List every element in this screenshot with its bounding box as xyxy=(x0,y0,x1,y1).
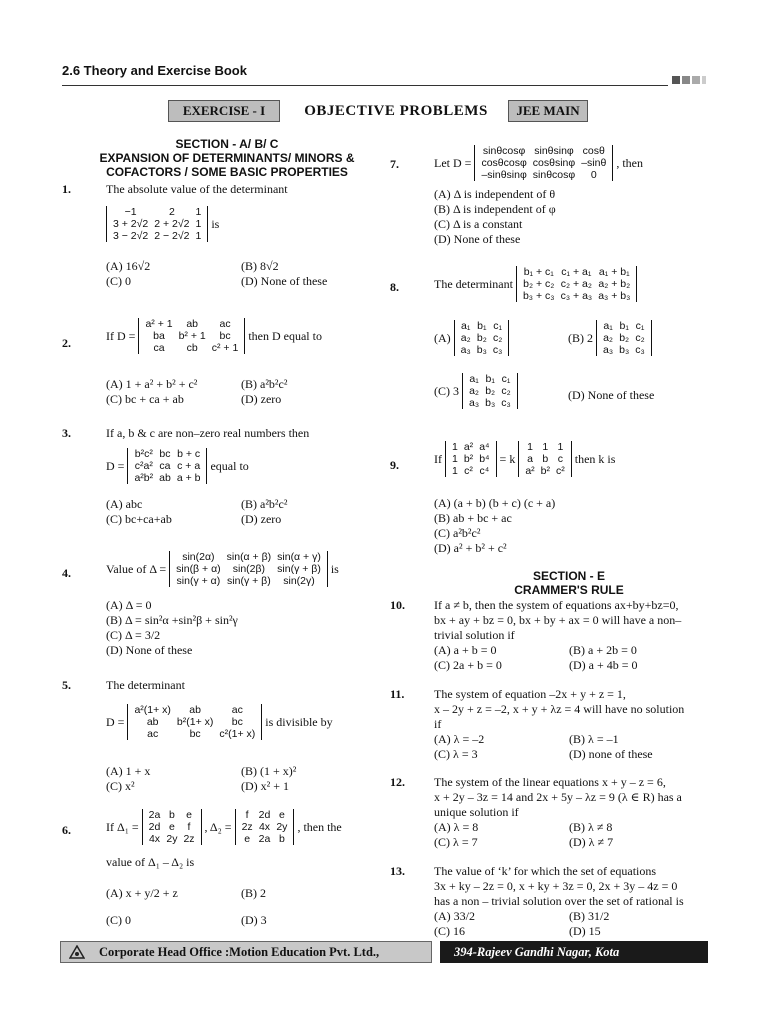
option-c: (C) 2a + b = 0 xyxy=(434,658,502,672)
matrix-cell: sinθcosφ xyxy=(532,169,576,181)
matrix-cell: 1 xyxy=(195,218,202,230)
matrix-cell: 2a xyxy=(148,809,161,821)
matrix-cell: sin(γ + α) xyxy=(176,575,221,587)
question-text: The value of ‘k’ for which the set of equations xyxy=(434,864,657,878)
matrix-cell: c² xyxy=(464,465,473,477)
option-d: (D) 15 xyxy=(569,924,601,938)
matrix-cell: b₂ xyxy=(476,332,487,344)
matrix-cell: 2z xyxy=(183,833,195,845)
question-11 xyxy=(390,687,685,761)
matrix-cell: −1 xyxy=(124,206,137,218)
option-b: (B) Δ = sin²α +sin²β + sin²γ xyxy=(106,613,238,627)
matrix-cell: c² + 1 xyxy=(211,342,239,354)
q7-options xyxy=(434,187,556,247)
question-number: 8. xyxy=(390,280,399,294)
matrix-cell: sin(γ + β) xyxy=(277,563,321,575)
section-e-line2: CRAMMER'S RULE xyxy=(514,583,624,597)
matrix-cell: ac xyxy=(219,318,231,330)
option-a: (A) x + y/2 + z xyxy=(106,886,178,900)
option-a: (A) λ = –2 xyxy=(434,732,485,746)
matrix-cell: sin(2γ) xyxy=(283,575,315,587)
matrix-cell: 2d xyxy=(258,809,271,821)
matrix-cell: c₂ xyxy=(635,332,645,344)
option-d: (D) None of these xyxy=(434,232,521,246)
option-c: (C) 0 xyxy=(106,913,131,927)
matrix-cell: –sinθsinφ xyxy=(481,169,527,181)
matrix-cell: ac xyxy=(231,704,243,716)
matrix-cell: c₃ xyxy=(635,344,645,356)
matrix-cell: c₁ + a₁ xyxy=(561,266,592,278)
footer-office-text: Corporate Head Office :Motion Education Pvt. Ltd., xyxy=(99,944,380,959)
question-text: D = xyxy=(106,458,125,473)
question-10 xyxy=(390,598,682,672)
section-a-heading xyxy=(62,137,392,179)
option-a: (A) Δ = 0 xyxy=(106,598,152,612)
footer-office xyxy=(60,941,432,963)
matrix-cell: e xyxy=(168,821,175,833)
determinant xyxy=(127,448,207,484)
question-text: , then the xyxy=(297,819,342,834)
determinant xyxy=(127,704,262,740)
matrix-cell: f xyxy=(187,821,191,833)
matrix-cell: b₃ + c₃ xyxy=(522,290,555,302)
question-number: 5. xyxy=(62,678,71,692)
matrix-cell: c₂ xyxy=(501,385,511,397)
matrix-cell: b₃ xyxy=(476,344,487,356)
matrix-cell: sin(α + γ) xyxy=(277,551,321,563)
matrix-cell: bc xyxy=(189,728,201,740)
option-b: (B) λ ≠ 8 xyxy=(569,820,613,834)
q8-option-b: (B) 2 a₁ b₁ c₁ a₂ b₂ c₂ a₃ b₃ c₃ xyxy=(568,320,652,356)
matrix-cell: b₂ xyxy=(485,385,496,397)
matrix-cell: c₃ xyxy=(492,344,503,356)
matrix-cell: –sinθ xyxy=(581,157,607,169)
determinant xyxy=(462,373,518,409)
determinant xyxy=(235,809,295,845)
matrix-cell: b₃ xyxy=(619,344,630,356)
matrix-cell: c⁴ xyxy=(479,465,490,477)
question-text: The absolute value of the determinant xyxy=(106,182,288,196)
matrix-cell: 2y xyxy=(166,833,178,845)
section-e-line1: SECTION - E xyxy=(532,569,605,583)
option-a: (A) λ = 8 xyxy=(434,820,479,834)
matrix-cell: ba xyxy=(153,330,165,342)
matrix-cell: b xyxy=(542,453,549,465)
matrix-cell: c² xyxy=(556,465,565,477)
matrix-cell: a² + 1 xyxy=(145,318,173,330)
option-b: (B) 31/2 xyxy=(569,909,610,923)
q6-options xyxy=(106,886,401,928)
matrix-cell: f xyxy=(245,809,249,821)
determinant xyxy=(142,809,202,845)
q3-determinant-row xyxy=(106,448,249,484)
question-text: then k is xyxy=(574,451,616,466)
question-text: The determinant xyxy=(106,678,185,692)
matrix-cell: a²b² xyxy=(134,472,154,484)
question-number: 11. xyxy=(390,687,405,701)
matrix-cell: sin(γ + β) xyxy=(227,575,271,587)
matrix-cell: b₁ xyxy=(619,320,629,332)
matrix-cell: c²a² xyxy=(134,460,153,472)
matrix-cell: c₃ xyxy=(501,397,511,409)
matrix-cell: e xyxy=(244,833,251,845)
question-text: , Δ₂ = xyxy=(204,819,232,834)
matrix-cell: 2d xyxy=(148,821,161,833)
determinant xyxy=(596,320,652,356)
option-c: (C) bc + ca + ab xyxy=(106,392,184,406)
question-text: If Δ₁ = xyxy=(106,819,139,834)
matrix-cell: b⁴ xyxy=(479,453,490,465)
matrix-cell: c + a xyxy=(177,460,201,472)
question-text: D = xyxy=(106,714,125,729)
objective-label: OBJECTIVE PROBLEMS xyxy=(304,102,488,119)
matrix-cell: sin(β + α) xyxy=(176,563,221,575)
q8-option-a: (A) a₁ b₁ c₁ a₂ b₂ c₂ a₃ b₃ c₃ xyxy=(434,320,509,356)
option-b: (B) λ = –1 xyxy=(569,732,619,746)
exercise-label: EXERCISE - I xyxy=(168,100,280,122)
matrix-cell: cosθsinφ xyxy=(532,157,576,169)
matrix-cell: b²(1+ x) xyxy=(176,716,214,728)
question-text: x + 2y – 3z = 14 and 2x + 5y – λz = 9 (λ ∈ R) has a xyxy=(434,790,682,804)
matrix-cell: b² xyxy=(540,465,551,477)
q5-options xyxy=(106,764,401,794)
option-d: (D) 3 xyxy=(241,913,267,927)
matrix-cell: b₃ xyxy=(485,397,496,409)
option-a: (A) abc xyxy=(106,497,143,511)
matrix-cell: a + b xyxy=(176,472,201,484)
option-b: (B) a²b²c² xyxy=(241,497,288,511)
q9-options xyxy=(434,496,555,556)
matrix-cell: a² xyxy=(463,441,474,453)
matrix-cell: b + c xyxy=(177,448,201,460)
option-a: (A) 16√2 xyxy=(106,259,151,273)
matrix-cell: a₂ xyxy=(469,385,480,397)
header-square xyxy=(702,76,706,84)
matrix-cell: 4x xyxy=(148,833,161,845)
matrix-cell: 2 − 2√2 xyxy=(154,230,190,242)
matrix-cell: 1 xyxy=(452,453,458,465)
matrix-cell: ab xyxy=(186,318,199,330)
determinant xyxy=(474,145,613,181)
q4-options xyxy=(106,598,238,658)
option-b: (B) 8√2 xyxy=(241,259,279,273)
matrix-cell: 3 − 2√2 xyxy=(113,230,149,242)
header-square xyxy=(692,76,700,84)
matrix-cell: a² xyxy=(525,465,535,477)
matrix-cell: a₃ xyxy=(603,344,614,356)
question-number: 4. xyxy=(62,566,71,580)
question-text: bx + ay + bz = 0, bx + by + ax = 0 will have a non– xyxy=(434,613,682,627)
question-text: then D equal to xyxy=(248,328,322,343)
q1-determinant-row xyxy=(106,206,219,242)
q8-option-d: (D) None of these xyxy=(568,388,655,402)
matrix-cell: 1 xyxy=(195,230,202,242)
matrix-cell: a₃ xyxy=(469,397,480,409)
matrix-cell: b² + 1 xyxy=(178,330,206,342)
matrix-cell: c₂ xyxy=(493,332,503,344)
matrix-cell: b₁ xyxy=(477,320,487,332)
matrix-cell: sinθsinφ xyxy=(534,145,574,157)
matrix-cell: sin(α + β) xyxy=(226,551,272,563)
matrix-cell: sin(2α) xyxy=(182,551,215,563)
option-c: (C) λ = 3 xyxy=(434,747,478,761)
matrix-cell: 1 xyxy=(527,441,533,453)
option-c: (C) λ = 7 xyxy=(434,835,478,849)
question-text: value of Δ₁ – Δ₂ is xyxy=(106,855,195,869)
q5-determinant-row xyxy=(106,704,333,740)
question-number: 1. xyxy=(62,182,71,196)
determinant xyxy=(169,551,328,587)
matrix-cell: 1 xyxy=(195,206,202,218)
question-number: 6. xyxy=(62,823,71,837)
question-number: 3. xyxy=(62,426,71,440)
matrix-cell: 2a xyxy=(258,833,271,845)
option-c: (C) Δ is a constant xyxy=(434,217,523,231)
matrix-cell: 2z xyxy=(241,821,253,833)
matrix-cell: a₁ xyxy=(603,320,613,332)
determinant xyxy=(106,206,208,242)
matrix-cell: b₁ xyxy=(485,373,495,385)
question-text: x – 2y + z = –2, x + y + λz = 4 will have no solution xyxy=(434,702,685,716)
option-a: (A) 33/2 xyxy=(434,909,475,923)
matrix-cell: sinθcosφ xyxy=(482,145,526,157)
determinant xyxy=(445,441,497,477)
matrix-cell: 1 xyxy=(542,441,549,453)
matrix-cell: c²(1+ x) xyxy=(219,728,256,740)
question-text: If a ≠ b, then the system of equations ax+by+bz=0, xyxy=(434,598,679,612)
matrix-cell: bc xyxy=(231,716,243,728)
determinant xyxy=(516,266,637,302)
question-text: , then xyxy=(616,155,643,170)
option-c: (C) x² xyxy=(106,779,135,793)
option-d: (D) None of these xyxy=(106,643,193,657)
question-text: The system of equation –2x + y + z = 1, xyxy=(434,687,626,701)
matrix-cell: c₃ + a₃ xyxy=(560,290,593,302)
question-text: If a, b & c are non–zero real numbers then xyxy=(106,426,310,440)
q2-options xyxy=(106,377,401,407)
matrix-cell: b₂ + c₂ xyxy=(523,278,555,290)
matrix-cell: a²(1+ x) xyxy=(134,704,171,716)
jee-label: JEE MAIN xyxy=(508,100,588,122)
q3-options xyxy=(106,497,401,527)
option-c: (C) 0 xyxy=(106,274,131,288)
determinant xyxy=(138,318,245,354)
matrix-cell: 4x xyxy=(258,821,271,833)
matrix-cell: ca xyxy=(153,342,165,354)
matrix-cell: c xyxy=(557,453,564,465)
matrix-cell: b xyxy=(168,809,175,821)
matrix-cell: 1 xyxy=(557,441,564,453)
matrix-cell: ab xyxy=(159,472,171,484)
option-d: (D) x² + 1 xyxy=(241,779,290,793)
option-d: (D) zero xyxy=(241,512,282,526)
option-d: (D) None of these xyxy=(241,274,328,288)
option-d: (D) λ ≠ 7 xyxy=(569,835,614,849)
question-text: Value of Δ = xyxy=(106,561,167,576)
question-number: 13. xyxy=(390,864,405,878)
question-text: = k xyxy=(499,451,516,466)
matrix-cell: 2 xyxy=(168,206,175,218)
matrix-cell: 2y xyxy=(276,821,288,833)
section-e-heading xyxy=(434,569,704,597)
matrix-cell: a₂ xyxy=(603,332,614,344)
matrix-cell: ab xyxy=(146,716,159,728)
matrix-cell: bc xyxy=(159,448,171,460)
matrix-cell: ab xyxy=(189,704,201,716)
section-a-line1: SECTION - A/ B/ C xyxy=(175,137,279,151)
question-text: If xyxy=(434,451,442,466)
question-text: is xyxy=(330,561,339,576)
matrix-cell: b²c² xyxy=(134,448,153,460)
matrix-cell: 3 + 2√2 xyxy=(113,218,149,230)
matrix-cell: 1 xyxy=(452,441,458,453)
matrix-cell: 2 + 2√2 xyxy=(154,218,190,230)
matrix-cell: ca xyxy=(159,460,171,472)
footer-address: 394-Rajeev Gandhi Nagar, Kota xyxy=(440,941,708,963)
matrix-cell: a₃ xyxy=(460,344,471,356)
matrix-cell: a₂ + b₂ xyxy=(598,278,631,290)
matrix-cell: sin(2β) xyxy=(232,563,266,575)
section-a-line3: COFACTORS / SOME BASIC PROPERTIES xyxy=(106,165,348,179)
exercise-banner xyxy=(168,100,580,122)
question-number: 7. xyxy=(390,157,399,171)
option-d: (D) a + 4b = 0 xyxy=(569,658,638,672)
determinant xyxy=(518,441,571,477)
q1-options xyxy=(106,259,401,289)
question-13 xyxy=(390,864,684,938)
option-c: (C) Δ = 3/2 xyxy=(106,628,161,642)
matrix-cell: b₂ xyxy=(619,332,630,344)
matrix-cell: a₃ + b₃ xyxy=(598,290,631,302)
matrix-cell: b₁ + c₁ xyxy=(523,266,554,278)
determinant xyxy=(454,320,510,356)
question-text: The system of the linear equations x + y – z = 6, xyxy=(434,775,666,789)
matrix-cell: bc xyxy=(219,330,231,342)
header-square xyxy=(672,76,680,84)
matrix-cell: a xyxy=(527,453,533,465)
question-text: is xyxy=(211,216,220,231)
matrix-cell: c₂ + a₂ xyxy=(560,278,592,290)
question-text: The determinant xyxy=(434,276,513,291)
matrix-cell: b² xyxy=(463,453,474,465)
option-c: (C) 16 xyxy=(434,924,465,938)
option-b: (B) ab + bc + ac xyxy=(434,511,512,525)
matrix-cell: b xyxy=(278,833,285,845)
question-3 xyxy=(62,426,310,441)
matrix-cell: 1 xyxy=(452,465,458,477)
matrix-cell: e xyxy=(278,809,285,821)
option-b: (B) a²b²c² xyxy=(241,377,288,391)
option-d: (D) none of these xyxy=(569,747,653,761)
question-text: Let D = xyxy=(434,155,472,170)
option-d: (D) a² + b² + c² xyxy=(434,541,507,555)
matrix-cell: ac xyxy=(147,728,159,740)
question-text: if xyxy=(434,717,442,731)
matrix-cell: a₁ + b₁ xyxy=(598,266,630,278)
question-text: 3x + ky – 2z = 0, x + ky + 3z = 0, 2x + 3y – 4z = 0 xyxy=(434,879,678,893)
header-rule xyxy=(62,85,668,86)
option-a: (A) 1 + x xyxy=(106,764,151,778)
page-header-title: 2.6 Theory and Exercise Book xyxy=(62,63,247,78)
matrix-cell: e xyxy=(186,809,192,821)
option-a: (A) 1 + a² + b² + c² xyxy=(106,377,198,391)
option-c: (C) bc+ca+ab xyxy=(106,512,172,526)
option-b: (B) Δ is independent of φ xyxy=(434,202,556,216)
question-text: equal to xyxy=(210,458,249,473)
matrix-cell: c₁ xyxy=(501,373,511,385)
section-a-line2: EXPANSION OF DETERMINANTS/ MINORS & xyxy=(99,151,355,165)
matrix-cell: 0 xyxy=(590,169,597,181)
question-text: trivial solution if xyxy=(434,628,515,642)
question-text: unique solution if xyxy=(434,805,519,819)
option-a: (A) Δ is independent of θ xyxy=(434,187,556,201)
question-5 xyxy=(62,678,185,693)
option-c: (C) a²b²c² xyxy=(434,526,481,540)
matrix-cell: c₁ xyxy=(493,320,503,332)
question-text: If D = xyxy=(106,328,136,343)
page-footer xyxy=(60,941,708,963)
option-a: (A) (a + b) (b + c) (c + a) xyxy=(434,496,556,510)
matrix-cell: a₂ xyxy=(460,332,471,344)
motion-logo-icon xyxy=(69,945,85,959)
option-d: (D) zero xyxy=(241,392,282,406)
matrix-cell: cosθcosφ xyxy=(481,157,527,169)
question-12 xyxy=(390,775,682,849)
question-text: has a non – trivial solution over the set of rational is xyxy=(434,894,684,908)
option-a: (A) a + b = 0 xyxy=(434,643,497,657)
option-b: (B) a + 2b = 0 xyxy=(569,643,637,657)
question-text: is divisible by xyxy=(265,714,333,729)
question-1 xyxy=(62,182,288,197)
matrix-cell: c₁ xyxy=(635,320,645,332)
matrix-cell: a₁ xyxy=(469,373,479,385)
matrix-cell: a₁ xyxy=(461,320,471,332)
matrix-cell: a⁴ xyxy=(479,441,490,453)
question-number: 12. xyxy=(390,775,405,789)
header-square xyxy=(682,76,690,84)
question-number: 2. xyxy=(62,336,71,350)
q8-option-c: (C) 3 a₁ b₁ c₁ a₂ b₂ c₂ a₃ b₃ c₃ xyxy=(434,373,518,409)
option-b: (B) 2 xyxy=(241,886,266,900)
question-number: 9. xyxy=(390,458,399,472)
option-b: (B) (1 + x)² xyxy=(241,764,297,778)
matrix-cell: cosθ xyxy=(582,145,605,157)
question-number: 10. xyxy=(390,598,405,612)
matrix-cell: cb xyxy=(186,342,198,354)
